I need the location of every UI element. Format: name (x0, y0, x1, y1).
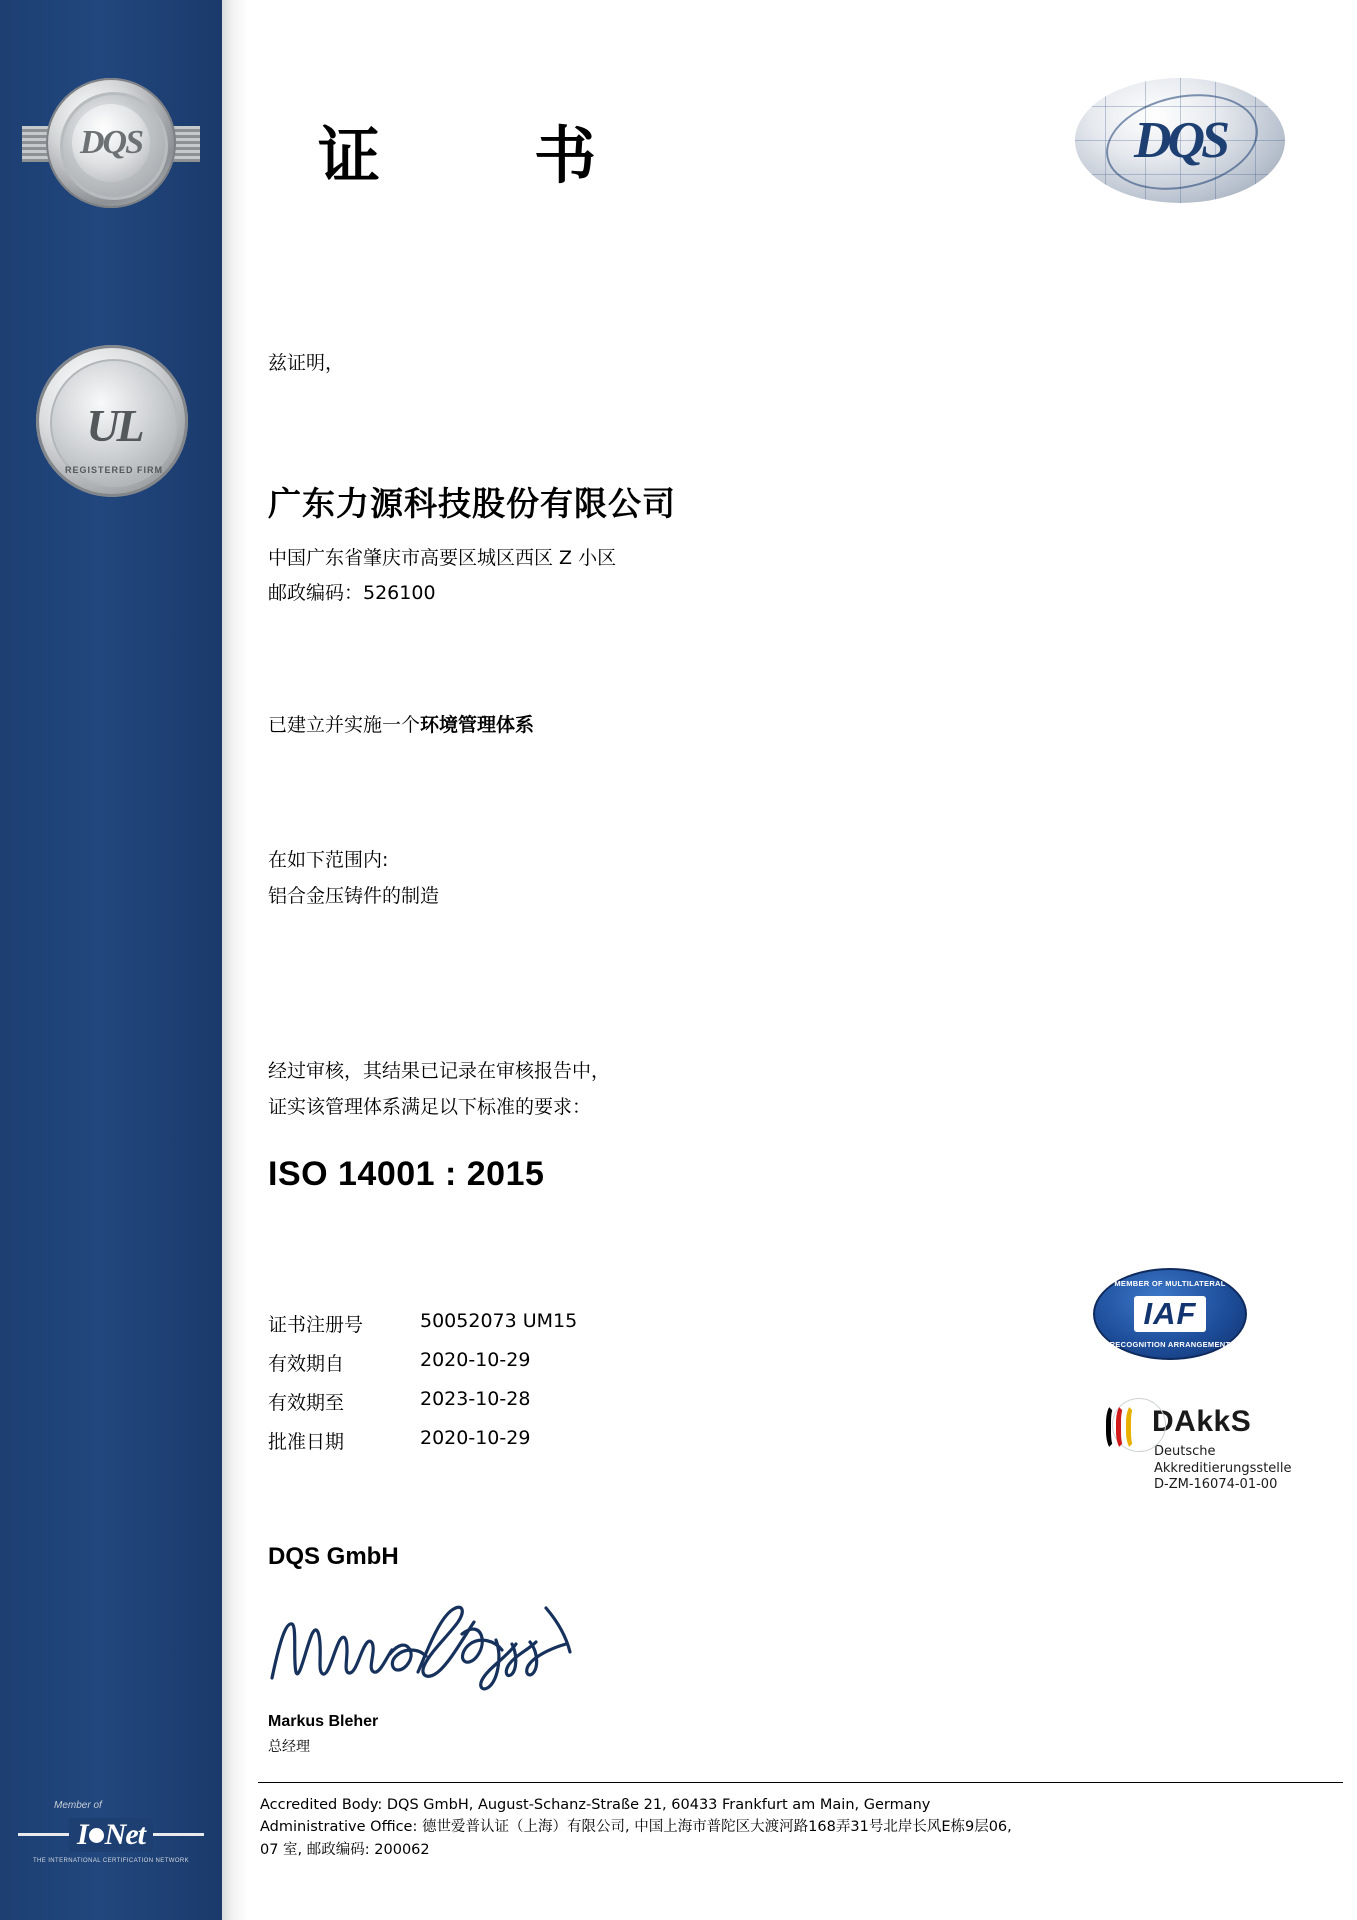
audit-statement-line1: 经过审核，其结果已记录在审核报告中， (268, 1060, 611, 1082)
detail-label-valid-until: 有效期至 (268, 1392, 345, 1414)
dqs-seal-text: DQS (79, 124, 143, 161)
iqnet-subtitle: THE INTERNATIONAL CERTIFICATION NETWORK (32, 1858, 190, 1864)
company-postal-code: 邮政编码：526100 (268, 582, 436, 604)
detail-value-registration-no: 50052073 UM15 (420, 1310, 578, 1332)
left-decorative-band (0, 0, 222, 1920)
iqnet-member-of-label: Member of (54, 1800, 102, 1811)
dakks-logo (1106, 1400, 1336, 1494)
dakks-sub-line2: Akkreditierungsstelle (1154, 1460, 1292, 1476)
dakks-sub-line3: D-ZM-16074-01-00 (1154, 1477, 1278, 1493)
signatory-role: 总经理 (268, 1739, 310, 1755)
table-row (268, 1310, 577, 1349)
detail-label-issue-date: 批准日期 (268, 1431, 345, 1453)
system-name: 环境管理体系 (420, 714, 535, 736)
audit-statement-line2: 证实该管理体系满足以下标准的要求： (268, 1096, 592, 1118)
dakks-sub-line1: Deutsche (1154, 1444, 1216, 1459)
management-system-statement (268, 710, 534, 737)
iqnet-dot-icon (89, 1828, 104, 1843)
iqnet-word (69, 1818, 153, 1852)
dakks-name: DAkkS (1152, 1405, 1252, 1438)
iaf-top-text: MEMBER OF MULTILATERAL (1114, 1279, 1226, 1288)
certificate-body (248, 0, 1357, 1920)
ul-registered-text: REGISTERED FIRM (64, 465, 163, 475)
detail-label-registration-no: 证书注册号 (268, 1314, 364, 1336)
signature-image (266, 1600, 586, 1695)
scope-label: 在如下范围内: (268, 849, 389, 871)
certificate-details-table (268, 1310, 577, 1466)
scope-text: 铝合金压铸件的制造 (268, 885, 440, 907)
iaf-bottom-text: RECOGNITION ARRANGEMENT (1109, 1340, 1231, 1349)
issuing-company: DQS GmbH (268, 1543, 399, 1570)
system-statement-prefix: 已建立并实施一个 (268, 714, 421, 736)
detail-value-valid-from: 2020-10-29 (420, 1349, 531, 1371)
table-row (268, 1427, 577, 1466)
standard-name: ISO 14001 : 2015 (268, 1155, 545, 1193)
footer-text (260, 1794, 1350, 1861)
ul-mark-text: UL (86, 400, 142, 452)
ul-inner-ring (50, 359, 178, 487)
dakks-arcs-icon (1106, 1400, 1152, 1444)
dqs-globe-text: DQS (1133, 112, 1227, 169)
table-row (268, 1388, 577, 1427)
iqnet-name-right: Net (104, 1818, 145, 1851)
iqnet-wordmark (18, 1813, 204, 1857)
intro-text: 兹证明， (268, 352, 345, 374)
dqs-globe-logo (1075, 78, 1285, 203)
footer-line-admin-office: Administrative Office: 德世爱普认证（上海）有限公司, 中国上海市普陀区大渡河路168弄31号北岸长风E栋9层06, (260, 1819, 1012, 1836)
company-name: 广东力源科技股份有限公司 (268, 484, 676, 523)
detail-value-valid-until: 2023-10-28 (420, 1388, 531, 1410)
dqs-seal-core (72, 104, 150, 182)
footer-divider (258, 1782, 1343, 1783)
signatory-name: Markus Bleher (268, 1713, 379, 1730)
dakks-arc-yellow (1126, 1404, 1144, 1450)
dakks-wordmark-row (1106, 1400, 1336, 1444)
dakks-subtext (1154, 1444, 1336, 1494)
company-address-line1: 中国广东省肇庆市高要区城区西区 Z 小区 (268, 547, 617, 569)
footer-line-accredited-body: Accredited Body: DQS GmbH, August-Schanz-Straße 21, 60433 Frankfurt am Main, Germany (260, 1797, 931, 1813)
iqnet-name-left: I (76, 1818, 88, 1851)
iqnet-logo (18, 1800, 204, 1864)
detail-label-valid-from: 有效期自 (268, 1353, 345, 1375)
footer-line-admin-office-cont: 07 室, 邮政编码: 200062 (260, 1841, 430, 1858)
ul-registered-firm-logo (36, 345, 188, 497)
table-row (268, 1349, 577, 1388)
band-edge-gradient (222, 0, 248, 1920)
iaf-name: IAF (1134, 1296, 1207, 1332)
dqs-seal-logo (22, 78, 200, 208)
iaf-logo (1093, 1268, 1247, 1360)
page-title: 证 书 (318, 123, 643, 191)
detail-value-issue-date: 2020-10-29 (420, 1427, 531, 1449)
